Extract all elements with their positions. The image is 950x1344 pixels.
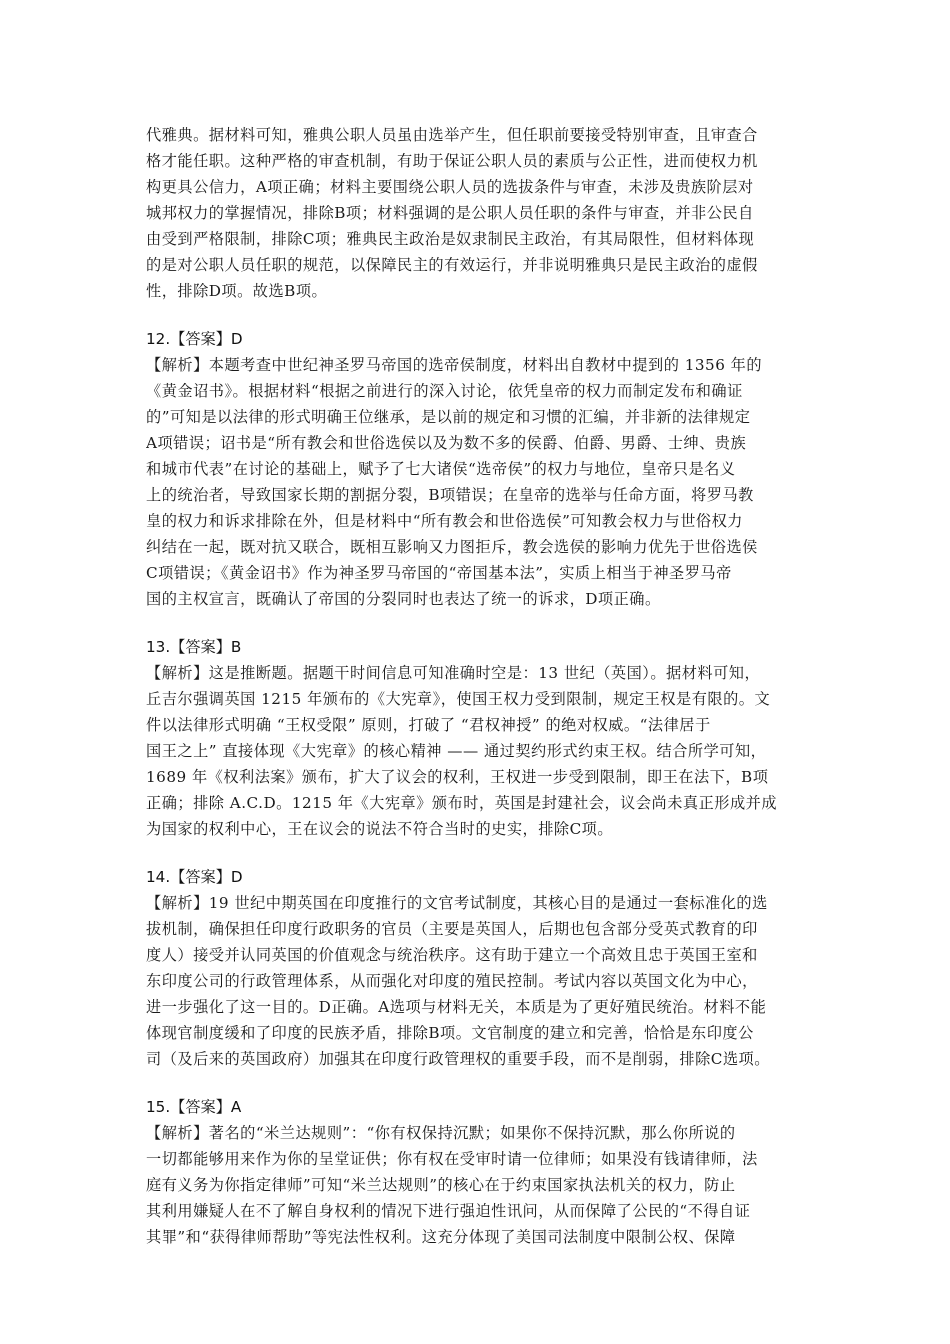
section-11-continuation [146, 122, 811, 304]
text-line: 上的统治者，导致国家长期的割据分裂，B项错误；在皇帝的选举与任命方面，将罗马教 [146, 486, 754, 504]
text-line: 件以法律形式明确 “王权受限” 原则，打破了 “君权神授” 的绝对权威。“法律居于 [146, 716, 711, 734]
section-12 [146, 326, 811, 612]
text-line: 为国家的权利中心，王在议会的说法不符合当时的史实，排除C项。 [146, 820, 614, 838]
section-15 [146, 1094, 811, 1250]
text-line: 其利用嫌疑人在不了解自身权利的情况下进行强迫性讯问，从而保障了公民的“不得自证 [146, 1202, 751, 1220]
text-line: 1689 年《权利法案》颁布，扩大了议会的权利，王权进一步受到限制，即王在法下，B项 [146, 768, 769, 786]
document-body [146, 122, 811, 1250]
text-line: 皇的权力和诉求排除在外，但是材料中“所有教会和世俗选侯”可知教会权力与世俗权力 [146, 512, 743, 530]
text-line: 正确；排除 A.C.D。1215 年《大宪章》颁布时，英国是封建社会，议会尚未真正形成并成 [146, 794, 778, 812]
text-line: 代雅典。据材料可知，雅典公职人员虽由选举产生，但任职前要接受特别审查，且审查合 [146, 126, 758, 144]
answer-heading: 15.【答案】A [146, 1098, 242, 1116]
text-line: 度人）接受并认同英国的价值观念与统治秩序。这有助于建立一个高效且忠于英国王室和 [146, 946, 758, 964]
text-line: 一切都能够用来作为你的呈堂证供；你有权在受审时请一位律师；如果没有钱请律师，法 [146, 1150, 758, 1168]
section-13 [146, 634, 811, 842]
text-line: 其罪”和“获得律师帮助”等宪法性权利。这充分体现了美国司法制度中限制公权、保障 [146, 1228, 736, 1246]
text-line: 性，排除D项。故选B项。 [146, 282, 328, 300]
text-line: 庭有义务为你指定律师”可知“米兰达规则”的核心在于约束国家执法机关的权力，防止 [146, 1176, 736, 1194]
text-line: 城邦权力的掌握情况，排除B项；材料强调的是公职人员任职的条件与审查，并非公民自 [146, 204, 754, 222]
text-line: 格才能任职。这种严格的审查机制，有助于保证公职人员的素质与公正性，进而使权力机 [146, 152, 758, 170]
text-line: 的”可知是以法律的形式明确王位继承，是以前的规定和习惯的汇编，并非新的法律规定 [146, 408, 751, 426]
text-line: 和城市代表”在讨论的基础上，赋予了七大诸侯“选帝侯”的权力与地位，皇帝只是名义 [146, 460, 736, 478]
text-line: C项错误；《黄金诏书》作为神圣罗马帝国的“帝国基本法”，实质上相当于神圣罗马帝 [146, 564, 732, 582]
text-line: 【解析】本题考查中世纪神圣罗马帝国的选帝侯制度，材料出自教材中提到的 1356 年的 [146, 356, 763, 374]
text-line: 国的主权宣言，既确认了帝国的分裂同时也表达了统一的诉求，D项正确。 [146, 590, 661, 608]
text-line: 由受到严格限制，排除C项；雅典民主政治是奴隶制民主政治，有其局限性，但材料体现 [146, 230, 755, 248]
text-line: 体现官制度缓和了印度的民族矛盾，排除B项。文官制度的建立和完善，恰恰是东印度公 [146, 1024, 754, 1042]
answer-heading: 14.【答案】D [146, 868, 243, 886]
text-line: 《黄金诏书》。根据材料“根据之前进行的深入讨论，依凭皇帝的权力而制定发布和确证 [146, 382, 743, 400]
section-14 [146, 864, 811, 1072]
answer-heading: 13.【答案】B [146, 638, 242, 656]
text-line: 【解析】19 世纪中期英国在印度推行的文官考试制度，其核心目的是通过一套标准化的选 [146, 894, 768, 912]
answer-heading: 12.【答案】D [146, 330, 243, 348]
text-line: 拔机制，确保担任印度行政职务的官员（主要是英国人，后期也包含部分受英式教育的印 [146, 920, 758, 938]
text-line: 构更具公信力，A项正确；材料主要围绕公职人员的选拔条件与审查，未涉及贵族阶层对 [146, 178, 754, 196]
text-line: 丘吉尔强调英国 1215 年颁布的《大宪章》，使国王权力受到限制，规定王权是有限的。文 [146, 690, 771, 708]
text-line: 东印度公司的行政管理体系，从而强化对印度的殖民控制。考试内容以英国文化为中心， [146, 972, 758, 990]
text-line: 【解析】著名的“米兰达规则”：“你有权保持沉默；如果你不保持沉默，那么你所说的 [146, 1124, 736, 1142]
text-line: 司（及后来的英国政府）加强其在印度行政管理权的重要手段，而不是削弱，排除C选项。 [146, 1050, 770, 1068]
text-line: A项错误；诏书是“所有教会和世俗选侯以及为数不多的侯爵、伯爵、男爵、士绅、贵族 [146, 434, 747, 452]
text-line: 的是对公职人员任职的规范，以保障民主的有效运行，并非说明雅典只是民主政治的虚假 [146, 256, 758, 274]
text-line: 【解析】这是推断题。据题干时间信息可知准确时空是：13 世纪（英国）。据材料可知， [146, 664, 761, 682]
text-line: 纠结在一起，既对抗又联合，既相互影响又力图拒斥，教会选侯的影响力优先于世俗选侯 [146, 538, 758, 556]
text-line: 国王之上” 直接体现《大宪章》的核心精神 —— 通过契约形式约束王权。结合所学可知， [146, 742, 767, 760]
text-line: 进一步强化了这一目的。D正确。A选项与材料无关，本质是为了更好殖民统治。材料不能 [146, 998, 767, 1016]
